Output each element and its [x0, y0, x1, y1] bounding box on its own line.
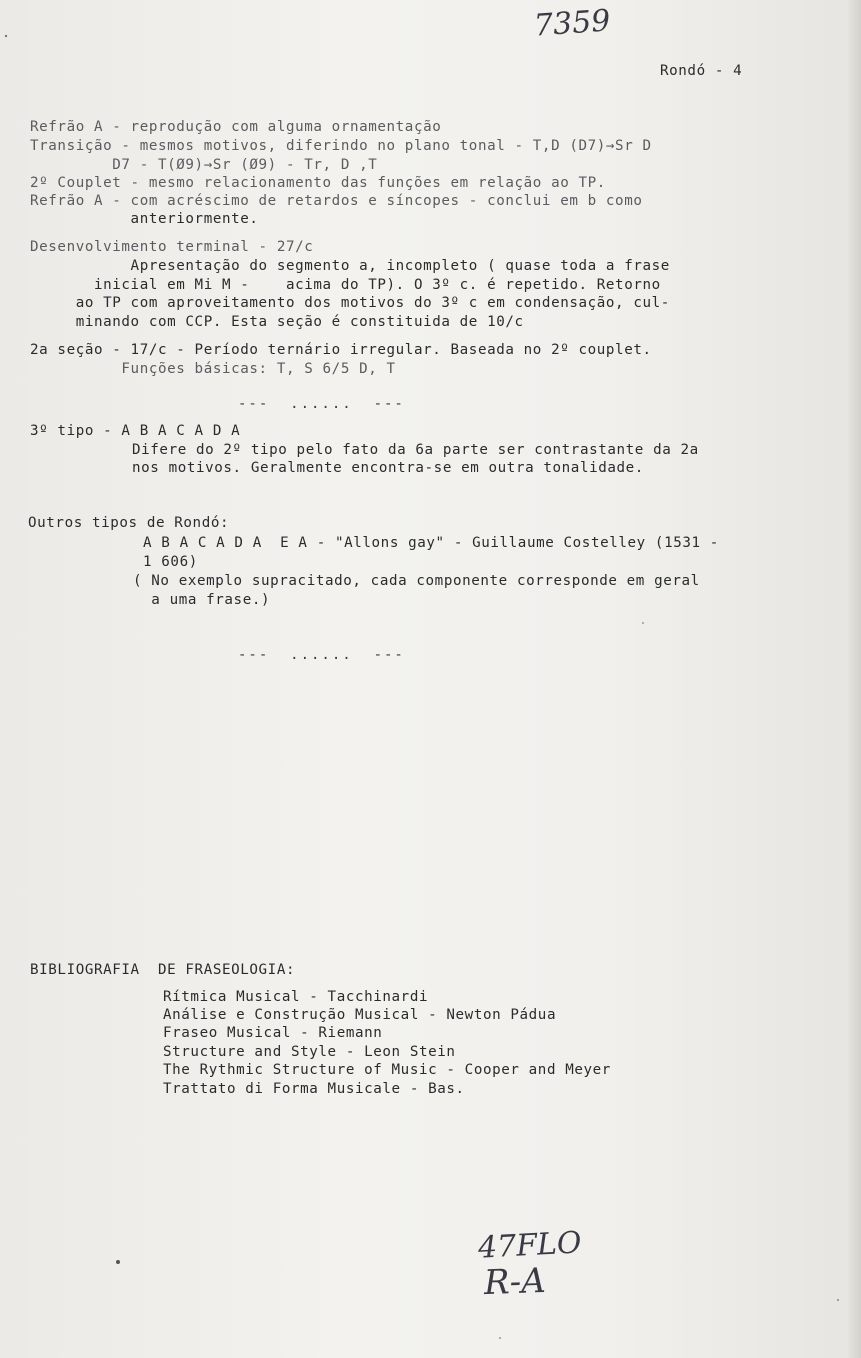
- body-line-9: inicial em Mi M - acima do TP). O 3º c. é repetido. Retorno: [30, 277, 661, 293]
- handwritten-archive-number: 7359: [532, 3, 612, 44]
- body-line-4: 2º Couplet - mesmo relacionamento das funções em relação ao TP.: [30, 175, 606, 191]
- type3-line-1: Difere do 2º tipo pelo fato da 6a parte ser contrastante da 2a: [132, 442, 699, 458]
- bibliography-item-6: Trattato di Forma Musicale - Bas.: [163, 1081, 465, 1097]
- scan-speck: [5, 35, 7, 37]
- scan-speck: [116, 1260, 120, 1264]
- body-line-13: Funções básicas: T, S 6/5 D, T: [30, 361, 396, 377]
- body-line-8: Apresentação do segmento a, incompleto ( quase toda a frase: [30, 258, 670, 274]
- scan-speck: [837, 1299, 839, 1301]
- body-line-2: Transição - mesmos motivos, diferindo no plano tonal - T,D (D7)→Sr D: [30, 138, 652, 154]
- body-line-7: Desenvolvimento terminal - 27/c: [30, 239, 314, 255]
- type3-line-2: nos motivos. Geralmente encontra-se em outra tonalidade.: [132, 460, 644, 476]
- page-label: Rondó - 4: [660, 63, 743, 79]
- outros-line-3: ( No exemplo supracitado, cada componente corresponde em geral: [133, 573, 700, 589]
- outros-line-2: 1 606): [143, 554, 198, 570]
- scan-speck: [499, 1337, 501, 1339]
- bibliography-heading: BIBLIOGRAFIA DE FRASEOLOGIA:: [30, 962, 296, 978]
- bibliography-item-2: Análise e Construção Musical - Newton Pádua: [163, 1007, 557, 1023]
- handwritten-catalog-mark: R-A: [483, 1260, 547, 1304]
- outros-line-4: a uma frase.): [133, 592, 271, 608]
- section-separator: --- ...... ---: [238, 396, 405, 412]
- handwritten-catalog-code: 47FLO: [477, 1225, 583, 1266]
- body-line-10: ao TP com aproveitamento dos motivos do 3º c em condensação, cul-: [30, 295, 670, 311]
- scan-speck: [642, 622, 644, 624]
- outros-line-1: A B A C A D A E A - "Allons gay" - Guillaume Costelley (1531 -: [143, 535, 719, 551]
- body-line-6: anteriormente.: [30, 211, 259, 227]
- body-line-1: Refrão A - reprodução com alguma ornamentação: [30, 119, 442, 135]
- bibliography-item-5: The Rythmic Structure of Music - Cooper and Meyer: [163, 1062, 611, 1078]
- body-line-5: Refrão A - com acréscimo de retardos e síncopes - conclui em b como: [30, 193, 643, 209]
- body-line-12: 2a seção - 17/c - Período ternário irregular. Baseada no 2º couplet.: [30, 342, 652, 358]
- body-line-3: D7 - T(Ø9)→Sr (Ø9) - Tr, D ,T: [30, 157, 378, 173]
- type3-label: 3º tipo - A B A C A D A: [30, 423, 241, 439]
- bibliography-item-4: Structure and Style - Leon Stein: [163, 1044, 456, 1060]
- outros-heading: Outros tipos de Rondó:: [28, 515, 230, 531]
- section-separator-2: --- ...... ---: [238, 647, 405, 663]
- body-line-11: minando com CCP. Esta seção é constituida de 10/c: [30, 314, 524, 330]
- bibliography-item-3: Fraseo Musical - Riemann: [163, 1025, 383, 1041]
- bibliography-item-1: Rítmica Musical - Tacchinardi: [163, 989, 429, 1005]
